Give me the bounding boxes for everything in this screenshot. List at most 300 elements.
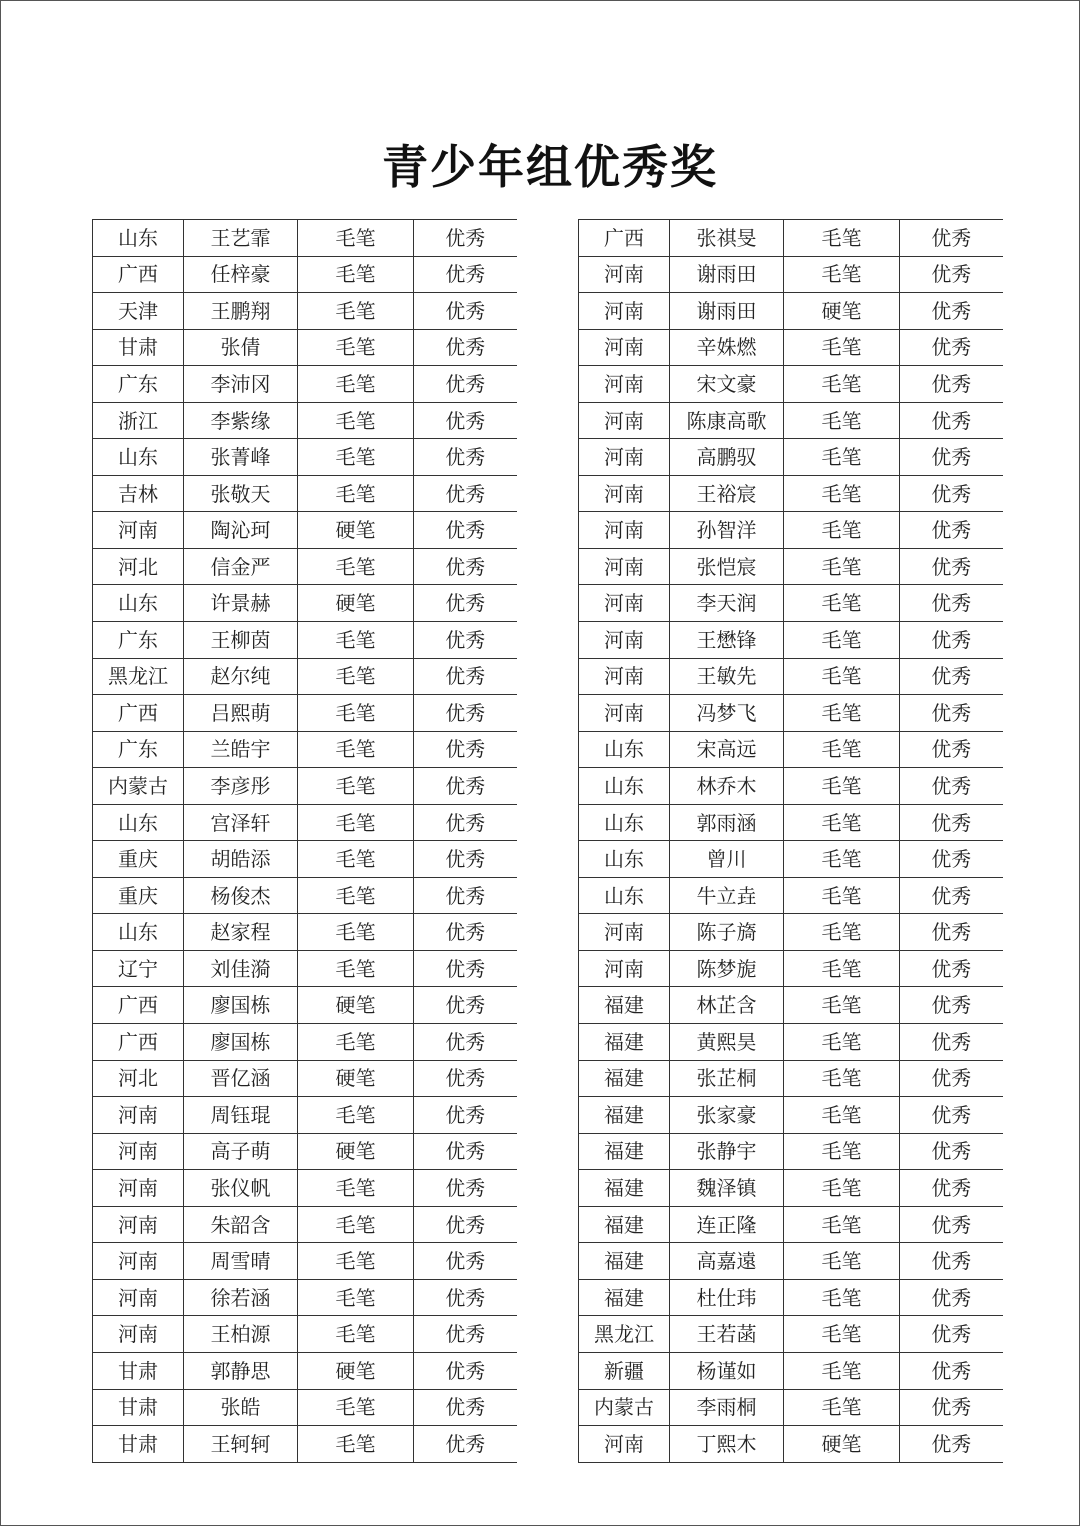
category-cell: 毛笔 [784, 1206, 900, 1243]
category-cell: 毛笔 [784, 402, 900, 439]
name-cell: 刘佳漪 [184, 950, 298, 987]
table-row [93, 841, 517, 878]
province-cell: 广东 [93, 622, 184, 659]
table-row [579, 1352, 1003, 1389]
table-row [93, 950, 517, 987]
table-row [579, 804, 1003, 841]
table-row [579, 1243, 1003, 1280]
table-row [579, 475, 1003, 512]
province-cell: 黑龙江 [579, 1316, 670, 1353]
category-cell: 毛笔 [784, 804, 900, 841]
province-cell: 河南 [579, 366, 670, 403]
name-cell: 任梓豪 [184, 256, 298, 293]
province-cell: 甘肃 [93, 329, 184, 366]
category-cell: 毛笔 [784, 548, 900, 585]
table-row [579, 695, 1003, 732]
table-row [579, 622, 1003, 659]
province-cell: 山东 [579, 731, 670, 768]
category-cell: 毛笔 [784, 1133, 900, 1170]
name-cell: 连正隆 [670, 1206, 784, 1243]
award-cell: 优秀 [900, 1097, 1003, 1134]
award-cell: 优秀 [900, 1389, 1003, 1426]
table-row [93, 402, 517, 439]
award-cell: 优秀 [900, 475, 1003, 512]
name-cell: 魏泽镇 [670, 1170, 784, 1207]
table-row [93, 293, 517, 330]
category-cell: 毛笔 [298, 1097, 414, 1134]
table-row [579, 1060, 1003, 1097]
province-cell: 河南 [579, 548, 670, 585]
province-cell: 河南 [93, 1243, 184, 1280]
province-cell: 福建 [579, 1170, 670, 1207]
province-cell: 河南 [93, 1279, 184, 1316]
name-cell: 兰皓宇 [184, 731, 298, 768]
name-cell: 王艺霏 [184, 220, 298, 257]
award-cell: 优秀 [414, 329, 517, 366]
award-cell: 优秀 [414, 841, 517, 878]
name-cell: 周雪晴 [184, 1243, 298, 1280]
table-row [579, 841, 1003, 878]
category-cell: 毛笔 [298, 731, 414, 768]
category-cell: 毛笔 [298, 1206, 414, 1243]
province-cell: 广西 [93, 695, 184, 732]
category-cell: 毛笔 [298, 914, 414, 951]
province-cell: 福建 [579, 987, 670, 1024]
table-row [93, 1426, 517, 1463]
name-cell: 林芷含 [670, 987, 784, 1024]
name-cell: 李沛冈 [184, 366, 298, 403]
category-cell: 毛笔 [298, 329, 414, 366]
award-cell: 优秀 [900, 1316, 1003, 1353]
table-row [579, 1426, 1003, 1463]
category-cell: 毛笔 [298, 658, 414, 695]
table-row [93, 622, 517, 659]
award-cell: 优秀 [414, 695, 517, 732]
province-cell: 重庆 [93, 841, 184, 878]
province-cell: 山东 [579, 768, 670, 805]
category-cell: 毛笔 [784, 841, 900, 878]
table-row [579, 877, 1003, 914]
award-cell: 优秀 [414, 1133, 517, 1170]
award-cell: 优秀 [414, 220, 517, 257]
awards-table-right-body [579, 220, 1003, 1463]
province-cell: 河南 [93, 1133, 184, 1170]
category-cell: 毛笔 [784, 1316, 900, 1353]
province-cell: 福建 [579, 1133, 670, 1170]
province-cell: 广西 [579, 220, 670, 257]
category-cell: 硬笔 [298, 987, 414, 1024]
province-cell: 山东 [93, 804, 184, 841]
name-cell: 廖国栋 [184, 987, 298, 1024]
award-cell: 优秀 [414, 512, 517, 549]
table-row [579, 512, 1003, 549]
name-cell: 朱韶含 [184, 1206, 298, 1243]
name-cell: 王裕宸 [670, 475, 784, 512]
award-cell: 优秀 [900, 804, 1003, 841]
province-cell: 山东 [93, 439, 184, 476]
name-cell: 陶沁珂 [184, 512, 298, 549]
name-cell: 丁熙木 [670, 1426, 784, 1463]
name-cell: 晋亿涵 [184, 1060, 298, 1097]
category-cell: 毛笔 [784, 695, 900, 732]
award-cell: 优秀 [900, 1133, 1003, 1170]
award-cell: 优秀 [900, 585, 1003, 622]
province-cell: 河北 [93, 1060, 184, 1097]
award-cell: 优秀 [414, 877, 517, 914]
province-cell: 河南 [93, 1170, 184, 1207]
category-cell: 毛笔 [784, 1060, 900, 1097]
name-cell: 黄熙昊 [670, 1024, 784, 1061]
province-cell: 山东 [579, 877, 670, 914]
province-cell: 黑龙江 [93, 658, 184, 695]
category-cell: 毛笔 [784, 1352, 900, 1389]
award-cell: 优秀 [900, 731, 1003, 768]
table-row [579, 402, 1003, 439]
name-cell: 林乔木 [670, 768, 784, 805]
award-cell: 优秀 [900, 768, 1003, 805]
category-cell: 毛笔 [298, 256, 414, 293]
province-cell: 甘肃 [93, 1389, 184, 1426]
award-cell: 优秀 [900, 1024, 1003, 1061]
name-cell: 牛立垚 [670, 877, 784, 914]
name-cell: 李雨桐 [670, 1389, 784, 1426]
province-cell: 内蒙古 [93, 768, 184, 805]
province-cell: 福建 [579, 1279, 670, 1316]
name-cell: 吕熙萌 [184, 695, 298, 732]
table-row [579, 548, 1003, 585]
award-cell: 优秀 [414, 1170, 517, 1207]
category-cell: 毛笔 [298, 622, 414, 659]
award-cell: 优秀 [900, 1206, 1003, 1243]
table-row [579, 914, 1003, 951]
category-cell: 毛笔 [784, 439, 900, 476]
table-row [579, 329, 1003, 366]
table-row [579, 1024, 1003, 1061]
province-cell: 山东 [93, 585, 184, 622]
table-row [93, 804, 517, 841]
award-cell: 优秀 [900, 950, 1003, 987]
table-row [93, 256, 517, 293]
table-row [93, 1024, 517, 1061]
table-row [93, 1352, 517, 1389]
category-cell: 硬笔 [298, 1133, 414, 1170]
table-row [93, 220, 517, 257]
name-cell: 许景赫 [184, 585, 298, 622]
province-cell: 河南 [93, 1206, 184, 1243]
name-cell: 辛姝燃 [670, 329, 784, 366]
award-cell: 优秀 [414, 1279, 517, 1316]
name-cell: 张恺宸 [670, 548, 784, 585]
table-row [579, 950, 1003, 987]
province-cell: 辽宁 [93, 950, 184, 987]
award-cell: 优秀 [900, 293, 1003, 330]
province-cell: 山东 [579, 804, 670, 841]
table-row [93, 731, 517, 768]
province-cell: 河南 [579, 293, 670, 330]
table-row [579, 293, 1003, 330]
category-cell: 毛笔 [298, 1024, 414, 1061]
name-cell: 张芷桐 [670, 1060, 784, 1097]
award-cell: 优秀 [414, 1060, 517, 1097]
category-cell: 毛笔 [298, 1279, 414, 1316]
category-cell: 硬笔 [298, 1352, 414, 1389]
name-cell: 高鹏驭 [670, 439, 784, 476]
award-cell: 优秀 [900, 512, 1003, 549]
award-cell: 优秀 [414, 914, 517, 951]
category-cell: 毛笔 [784, 622, 900, 659]
table-row [579, 1133, 1003, 1170]
table-row [579, 439, 1003, 476]
table-row [579, 366, 1003, 403]
table-row [579, 585, 1003, 622]
province-cell: 山东 [93, 220, 184, 257]
name-cell: 孙智洋 [670, 512, 784, 549]
award-cell: 优秀 [414, 366, 517, 403]
award-cell: 优秀 [414, 1243, 517, 1280]
category-cell: 毛笔 [784, 950, 900, 987]
name-cell: 徐若涵 [184, 1279, 298, 1316]
award-cell: 优秀 [900, 220, 1003, 257]
name-cell: 谢雨田 [670, 293, 784, 330]
province-cell: 河南 [579, 585, 670, 622]
name-cell: 杨谨如 [670, 1352, 784, 1389]
award-cell: 优秀 [900, 877, 1003, 914]
award-cell: 优秀 [900, 439, 1003, 476]
table-row [93, 987, 517, 1024]
category-cell: 毛笔 [298, 841, 414, 878]
table-row [579, 220, 1003, 257]
province-cell: 福建 [579, 1060, 670, 1097]
award-cell: 优秀 [414, 1206, 517, 1243]
province-cell: 重庆 [93, 877, 184, 914]
award-cell: 优秀 [900, 1426, 1003, 1463]
award-cell: 优秀 [900, 402, 1003, 439]
name-cell: 张祺旻 [670, 220, 784, 257]
table-row [93, 1279, 517, 1316]
category-cell: 毛笔 [784, 1097, 900, 1134]
category-cell: 毛笔 [298, 1243, 414, 1280]
name-cell: 王鹏翔 [184, 293, 298, 330]
province-cell: 福建 [579, 1024, 670, 1061]
category-cell: 毛笔 [298, 366, 414, 403]
category-cell: 毛笔 [298, 877, 414, 914]
province-cell: 广东 [93, 731, 184, 768]
name-cell: 宫泽轩 [184, 804, 298, 841]
name-cell: 郭雨涵 [670, 804, 784, 841]
province-cell: 河南 [579, 475, 670, 512]
province-cell: 福建 [579, 1097, 670, 1134]
province-cell: 河南 [579, 695, 670, 732]
awards-table-left-body [93, 220, 517, 1463]
name-cell: 王柏源 [184, 1316, 298, 1353]
category-cell: 毛笔 [784, 658, 900, 695]
table-row [579, 1279, 1003, 1316]
category-cell: 毛笔 [784, 329, 900, 366]
category-cell: 毛笔 [784, 877, 900, 914]
category-cell: 毛笔 [298, 439, 414, 476]
award-cell: 优秀 [900, 1060, 1003, 1097]
table-row [93, 1243, 517, 1280]
category-cell: 毛笔 [298, 1316, 414, 1353]
province-cell: 山东 [93, 914, 184, 951]
name-cell: 宋高远 [670, 731, 784, 768]
name-cell: 周钰琨 [184, 1097, 298, 1134]
table-row [579, 1389, 1003, 1426]
category-cell: 硬笔 [784, 293, 900, 330]
category-cell: 毛笔 [298, 950, 414, 987]
province-cell: 广东 [93, 366, 184, 403]
province-cell: 河南 [579, 658, 670, 695]
category-cell: 毛笔 [784, 256, 900, 293]
name-cell: 廖国栋 [184, 1024, 298, 1061]
name-cell: 信金严 [184, 548, 298, 585]
name-cell: 冯梦飞 [670, 695, 784, 732]
category-cell: 毛笔 [784, 1389, 900, 1426]
province-cell: 河南 [579, 950, 670, 987]
province-cell: 河南 [579, 512, 670, 549]
category-cell: 毛笔 [784, 1170, 900, 1207]
table-row [93, 658, 517, 695]
category-cell: 硬笔 [298, 1060, 414, 1097]
category-cell: 毛笔 [298, 475, 414, 512]
category-cell: 毛笔 [298, 402, 414, 439]
table-row [93, 1316, 517, 1353]
name-cell: 王柳茵 [184, 622, 298, 659]
category-cell: 毛笔 [784, 475, 900, 512]
name-cell: 张皓 [184, 1389, 298, 1426]
category-cell: 毛笔 [298, 293, 414, 330]
awards-table-right [578, 219, 1003, 1463]
table-row [93, 1170, 517, 1207]
name-cell: 胡皓添 [184, 841, 298, 878]
category-cell: 毛笔 [784, 512, 900, 549]
award-cell: 优秀 [414, 548, 517, 585]
award-cell: 优秀 [414, 804, 517, 841]
table-row [93, 914, 517, 951]
table-row [93, 1206, 517, 1243]
category-cell: 毛笔 [298, 768, 414, 805]
table-row [579, 1206, 1003, 1243]
name-cell: 赵家程 [184, 914, 298, 951]
award-cell: 优秀 [414, 475, 517, 512]
name-cell: 张菁峰 [184, 439, 298, 476]
name-cell: 赵尔纯 [184, 658, 298, 695]
name-cell: 杨俊杰 [184, 877, 298, 914]
award-cell: 优秀 [414, 1426, 517, 1463]
table-row [93, 585, 517, 622]
table-row [579, 1170, 1003, 1207]
province-cell: 河南 [93, 512, 184, 549]
table-row [579, 658, 1003, 695]
award-cell: 优秀 [900, 695, 1003, 732]
table-row [579, 768, 1003, 805]
name-cell: 高嘉遠 [670, 1243, 784, 1280]
award-cell: 优秀 [900, 987, 1003, 1024]
name-cell: 高子萌 [184, 1133, 298, 1170]
province-cell: 山东 [579, 841, 670, 878]
award-cell: 优秀 [414, 1316, 517, 1353]
category-cell: 毛笔 [298, 220, 414, 257]
table-row [93, 329, 517, 366]
category-cell: 毛笔 [784, 731, 900, 768]
province-cell: 河北 [93, 548, 184, 585]
award-cell: 优秀 [414, 1352, 517, 1389]
award-cell: 优秀 [900, 1243, 1003, 1280]
province-cell: 河南 [93, 1316, 184, 1353]
table-row [93, 439, 517, 476]
category-cell: 硬笔 [784, 1426, 900, 1463]
name-cell: 张仪帆 [184, 1170, 298, 1207]
name-cell: 王若菡 [670, 1316, 784, 1353]
name-cell: 王轲轲 [184, 1426, 298, 1463]
category-cell: 毛笔 [298, 1170, 414, 1207]
province-cell: 广西 [93, 1024, 184, 1061]
province-cell: 河南 [579, 1426, 670, 1463]
award-cell: 优秀 [900, 1352, 1003, 1389]
page-title: 青少年组优秀奖 [382, 139, 718, 194]
award-cell: 优秀 [900, 1279, 1003, 1316]
table-row [93, 695, 517, 732]
province-cell: 广西 [93, 987, 184, 1024]
province-cell: 甘肃 [93, 1426, 184, 1463]
name-cell: 王敏先 [670, 658, 784, 695]
award-cell: 优秀 [414, 987, 517, 1024]
table-row [579, 1097, 1003, 1134]
table-row [579, 1316, 1003, 1353]
province-cell: 河南 [579, 439, 670, 476]
table-row [579, 987, 1003, 1024]
province-cell: 河南 [579, 402, 670, 439]
category-cell: 硬笔 [298, 512, 414, 549]
name-cell: 王懋锋 [670, 622, 784, 659]
province-cell: 福建 [579, 1206, 670, 1243]
award-cell: 优秀 [414, 293, 517, 330]
name-cell: 张倩 [184, 329, 298, 366]
award-cell: 优秀 [414, 256, 517, 293]
province-cell: 广西 [93, 256, 184, 293]
award-cell: 优秀 [900, 256, 1003, 293]
province-cell: 新疆 [579, 1352, 670, 1389]
table-row [93, 548, 517, 585]
award-cell: 优秀 [414, 622, 517, 659]
award-cell: 优秀 [414, 950, 517, 987]
province-cell: 甘肃 [93, 1352, 184, 1389]
table-row [93, 366, 517, 403]
award-cell: 优秀 [414, 1097, 517, 1134]
category-cell: 毛笔 [784, 1024, 900, 1061]
name-cell: 张家豪 [670, 1097, 784, 1134]
province-cell: 河南 [579, 256, 670, 293]
category-cell: 毛笔 [298, 548, 414, 585]
award-cell: 优秀 [900, 658, 1003, 695]
award-cell: 优秀 [414, 1024, 517, 1061]
table-row [93, 475, 517, 512]
award-cell: 优秀 [900, 1170, 1003, 1207]
table-row [93, 1389, 517, 1426]
province-cell: 河南 [579, 914, 670, 951]
category-cell: 毛笔 [298, 695, 414, 732]
category-cell: 毛笔 [784, 768, 900, 805]
award-cell: 优秀 [414, 1389, 517, 1426]
award-cell: 优秀 [414, 402, 517, 439]
table-row [579, 256, 1003, 293]
category-cell: 毛笔 [784, 585, 900, 622]
category-cell: 硬笔 [298, 585, 414, 622]
province-cell: 福建 [579, 1243, 670, 1280]
province-cell: 天津 [93, 293, 184, 330]
table-row [579, 731, 1003, 768]
province-cell: 河南 [93, 1097, 184, 1134]
